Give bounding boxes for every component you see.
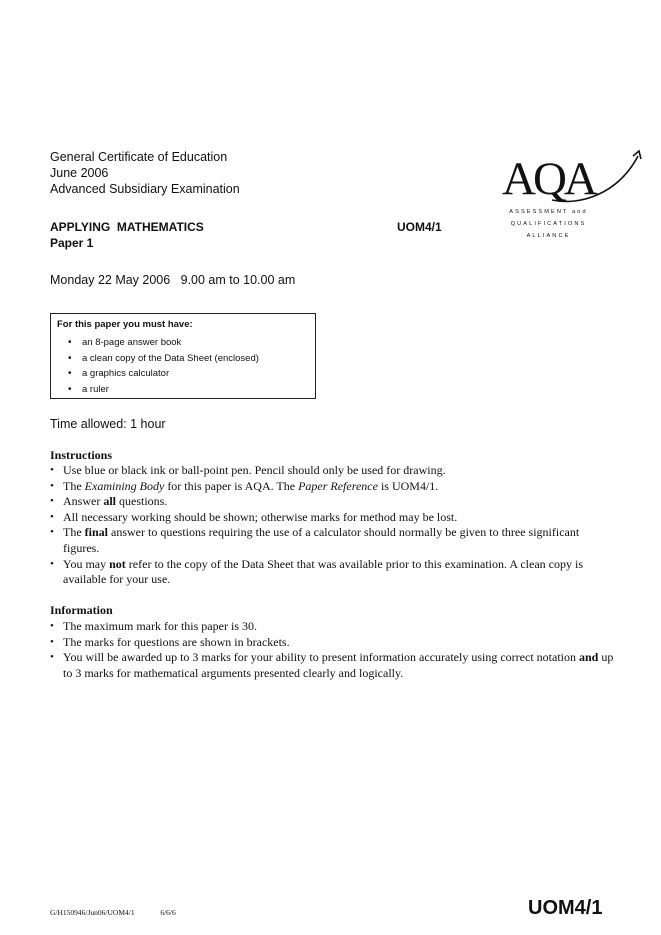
instructions-heading: Instructions [50,448,113,462]
list-item-text: all [103,494,116,509]
list-item [50,635,615,651]
footer-code [50,908,176,917]
list-item-text: You may [63,556,110,571]
list-item-text: The [63,478,85,493]
materials-item: • a clean copy of the Data Sheet (enclosed) [68,351,259,367]
list-item-text: up to 3 marks for mathematical arguments presented clearly and logically. [63,650,614,680]
instructions-list [50,463,615,588]
list-item [50,650,615,681]
information-list [50,619,615,681]
aqa-swoosh-icon [500,148,650,208]
list-item-text: Answer [63,494,104,509]
materials-list [68,335,259,397]
list-item [50,525,615,556]
list-item-text: Use blue or black ink or ball-point pen. Pencil should only be used for drawing. [63,463,446,477]
list-item [50,510,615,526]
footer-paper-code: UOM4/1 [528,897,603,919]
footer-version: 6/6/6 [160,908,176,917]
list-item-text: for this paper is AQA. The [164,478,299,493]
footer-reference: G/H150946/Jun06/UOM4/1 [50,908,135,917]
materials-item: • a ruler [68,382,259,398]
qualification-line: General Certificate of Education [50,150,228,164]
time-allowed: Time allowed: 1 hour [50,417,166,431]
list-item-text: The marks for questions are shown in brackets. [63,634,290,649]
list-item [50,494,615,510]
logo-tagline-3: ALLIANCE [526,233,571,239]
list-item [50,557,615,588]
information-heading: Information [50,603,113,617]
logo-wordmark: AQA [502,153,595,205]
list-item-text: answer to questions requiring the use of a calculator should normally be given to three significant figures. [63,525,580,555]
list-item-text: You will be awarded up to 3 marks for your ability to present information accurately using correct notation [63,650,579,665]
exam-datetime: Monday 22 May 2006 9.00 am to 10.00 am [50,273,296,287]
list-item-text: Paper Reference [298,478,378,493]
list-item-text: questions. [116,494,168,509]
list-item [50,619,615,635]
list-item-text: and [578,650,599,665]
aqa-logo [500,148,650,243]
materials-box [50,313,316,399]
list-item [50,479,615,495]
list-item-text: not [109,556,126,571]
list-item-text: refer to the copy of the Data Sheet that was available prior to this examination. A clean copy is available for your use. [63,556,583,587]
subject-title: APPLYING MATHEMATICS [50,220,204,234]
list-item-text: final [84,525,108,540]
exam-session: June 2006 [50,166,109,180]
logo-tagline-2: QUALIFICATIONS [510,221,587,227]
list-item-text: Examining Body [84,478,165,493]
paper-number: Paper 1 [50,236,94,250]
list-item-text: is UOM4/1. [377,478,439,493]
materials-item: • a graphics calculator [68,366,259,382]
materials-item: • an 8-page answer book [68,335,259,351]
paper-code: UOM4/1 [397,220,442,234]
list-item [50,463,615,479]
list-item-text: The [63,525,85,540]
list-item-text: All necessary working should be shown; otherwise marks for method may be lost. [63,509,458,524]
logo-tagline-1: ASSESSMENT and [509,209,588,215]
exam-level: Advanced Subsidiary Examination [50,182,240,196]
materials-heading: For this paper you must have: [57,319,193,330]
list-item-text: The maximum mark for this paper is 30. [63,619,257,633]
